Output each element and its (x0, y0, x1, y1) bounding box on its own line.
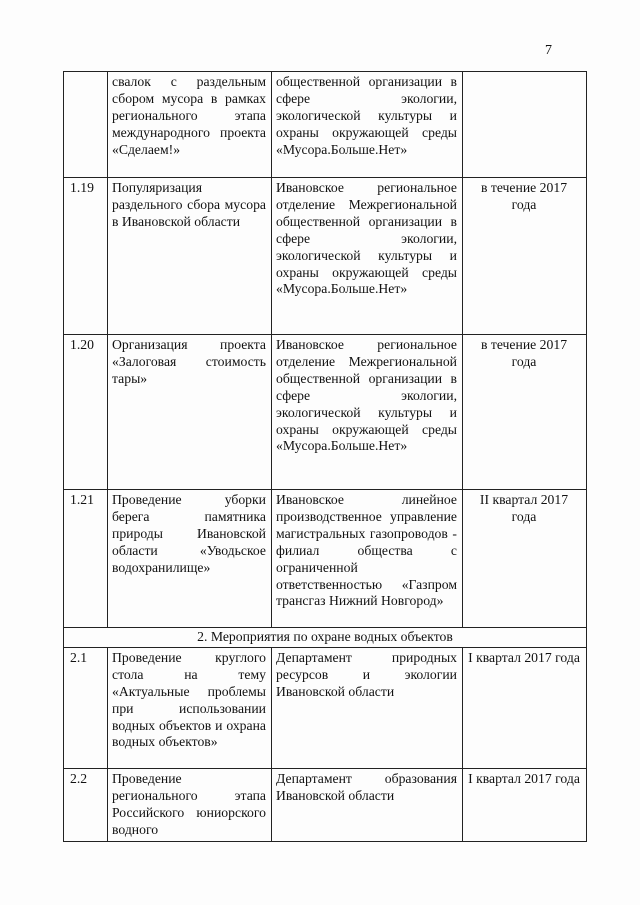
event-cell: свалок с раздельным сбором мусора в рамках регионального этапа международного проекта «Сделаем!» (108, 72, 272, 178)
table-row (64, 768, 587, 841)
executor-cell: Департамент образования Ивановской области (272, 768, 463, 841)
executor-cell: Ивановское региональное отделение Межрегиональной общественной организации в сфере экологии, экологической культуры и охраны окружающей среды «Мусора.Больше.Нет» (272, 335, 463, 490)
section-title: 2. Мероприятия по охране водных объектов (64, 628, 587, 648)
event-cell: Популяризация раздельного сбора мусора в Ивановской области (108, 178, 272, 335)
term-cell: I квартал 2017 года (463, 647, 587, 768)
executor-cell: Ивановское региональное отделение Межрегиональной общественной организации в сфере экологии, экологической культуры и охраны окружающей среды «Мусора.Больше.Нет» (272, 178, 463, 335)
term-cell: II квартал 2017 года (463, 490, 587, 628)
executor-cell: Департамент природных ресурсов и экологии Ивановской области (272, 647, 463, 768)
row-number: 1.19 (64, 178, 108, 335)
row-number: 1.21 (64, 490, 108, 628)
event-cell: Организация проекта «Залоговая стоимость тары» (108, 335, 272, 490)
event-cell: Проведение регионального этапа Российского юниорского водного (108, 768, 272, 841)
table-row (64, 490, 587, 628)
term-cell: в течение 2017 года (463, 335, 587, 490)
executor-cell: Ивановское линейное производственное управление магистральных газопроводов - филиал общества с ограниченной ответственностью «Газпром трансгаз Нижний Новгород» (272, 490, 463, 628)
row-number: 2.1 (64, 647, 108, 768)
page-number: 7 (545, 43, 552, 58)
table-row (64, 647, 587, 768)
row-number (64, 72, 108, 178)
term-cell: в течение 2017 года (463, 178, 587, 335)
term-cell: I квартал 2017 года (463, 768, 587, 841)
executor-cell: общественной организации в сфере экологии, экологической культуры и охраны окружающей среды «Мусора.Больше.Нет» (272, 72, 463, 178)
row-number: 1.20 (64, 335, 108, 490)
event-cell: Проведение уборки берега памятника природы Ивановской области «Уводьское водохранилище» (108, 490, 272, 628)
table-row (64, 335, 587, 490)
term-cell (463, 72, 587, 178)
section-header-row (64, 628, 587, 648)
table-row (64, 72, 587, 178)
row-number: 2.2 (64, 768, 108, 841)
table-row (64, 178, 587, 335)
event-cell: Проведение круглого стола на тему «Актуальные проблемы при использовании водных объектов и охрана водных объектов» (108, 647, 272, 768)
events-table (63, 71, 587, 842)
